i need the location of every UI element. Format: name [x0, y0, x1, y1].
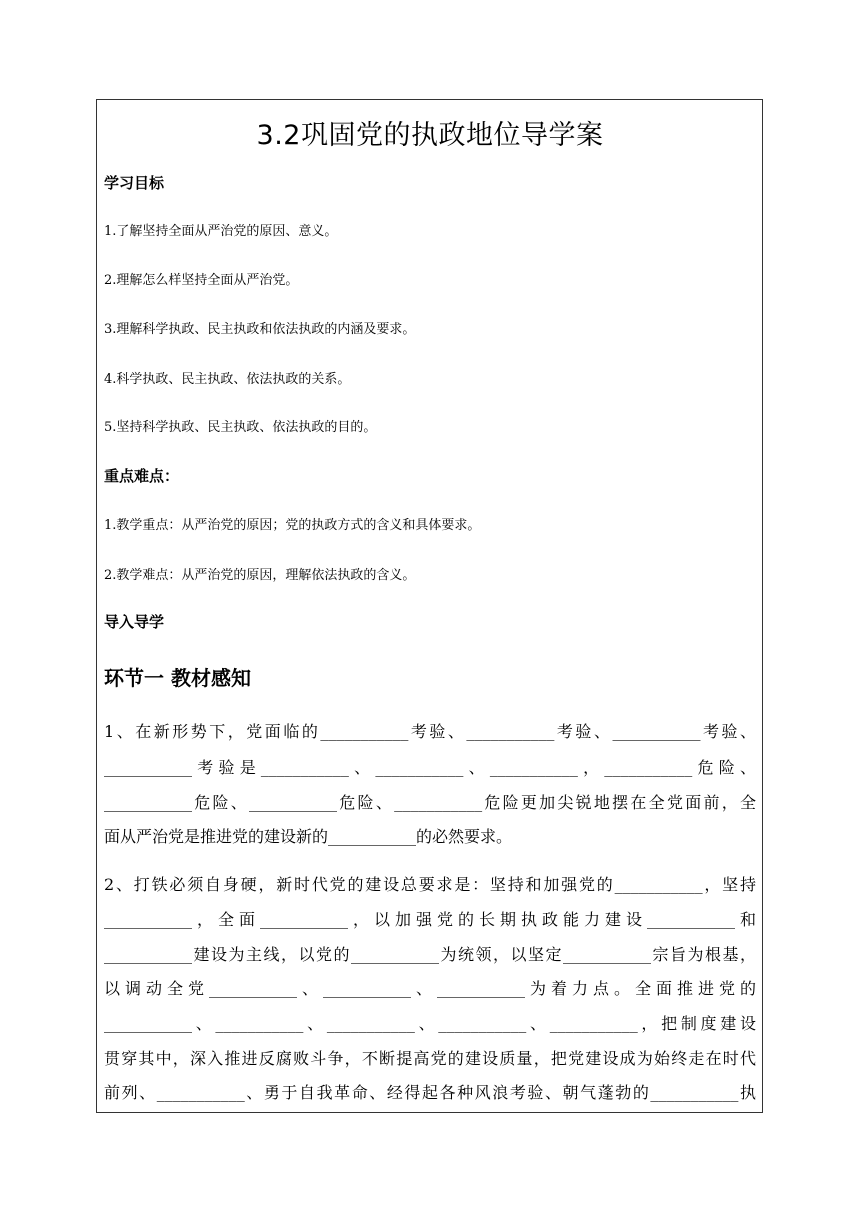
question2-line: 贯穿其中，深入推进反腐败斗争，不断提高党的建设质量，把党建设成为始终走在时代 [104, 1049, 756, 1068]
intro-heading: 导入导学 [104, 613, 165, 631]
question2-line: 2、打铁必须自身硬，新时代党的建设总要求是：坚持和加强党的___________，坚持 [104, 875, 756, 894]
question2-line: ___________建设为主线，以党的___________为统领，以坚定___________宗旨为根基， [104, 945, 756, 964]
question2-line: ___________、___________、___________、___________、___________，把制度建设 [104, 1014, 756, 1033]
objective-item: 5.坚持科学执政、民主执政、依法执政的目的。 [104, 420, 377, 435]
question1-line: ___________考验是___________、___________、___________，___________危险、 [104, 758, 756, 777]
question2-line: ___________，全面___________，以加强党的长期执政能力建设___________和 [104, 910, 756, 929]
objectives-heading: 学习目标 [104, 174, 165, 192]
objective-item: 4.科学执政、民主执政、依法执政的关系。 [104, 372, 351, 387]
objective-item: 1.了解坚持全面从严治党的原因、意义。 [104, 224, 338, 239]
question2-line: 以调动全党___________、___________、___________为着力点。全面推进党的 [104, 979, 756, 998]
key-points-heading: 重点难点： [104, 467, 180, 485]
question1-line: ___________危险、___________危险、___________危险更加尖锐地摆在全党面前，全 [104, 793, 756, 812]
question2-line: 前列、___________、勇于自我革命、经得起各种风浪考验、朝气蓬勃的___________执 [104, 1083, 756, 1102]
key-point-item: 2.教学难点：从严治党的原因，理解依法执政的含义。 [104, 568, 416, 583]
page-title: 3.2巩固党的执政地位导学案 [256, 120, 604, 151]
key-point-item: 1.教学重点：从严治党的原因；党的执政方式的含义和具体要求。 [104, 518, 481, 533]
objective-item: 3.理解科学执政、民主执政和依法执政的内涵及要求。 [104, 322, 416, 337]
objective-item: 2.理解怎么样坚持全面从严治党。 [104, 273, 299, 288]
section-title: 环节一 教材感知 [104, 666, 251, 690]
question1-line: 1、在新形势下，党面临的___________考验、___________考验、___________考验、 [104, 722, 756, 741]
question1-line: 面从严治党是推进党的建设新的___________的必然要求。 [104, 827, 513, 846]
